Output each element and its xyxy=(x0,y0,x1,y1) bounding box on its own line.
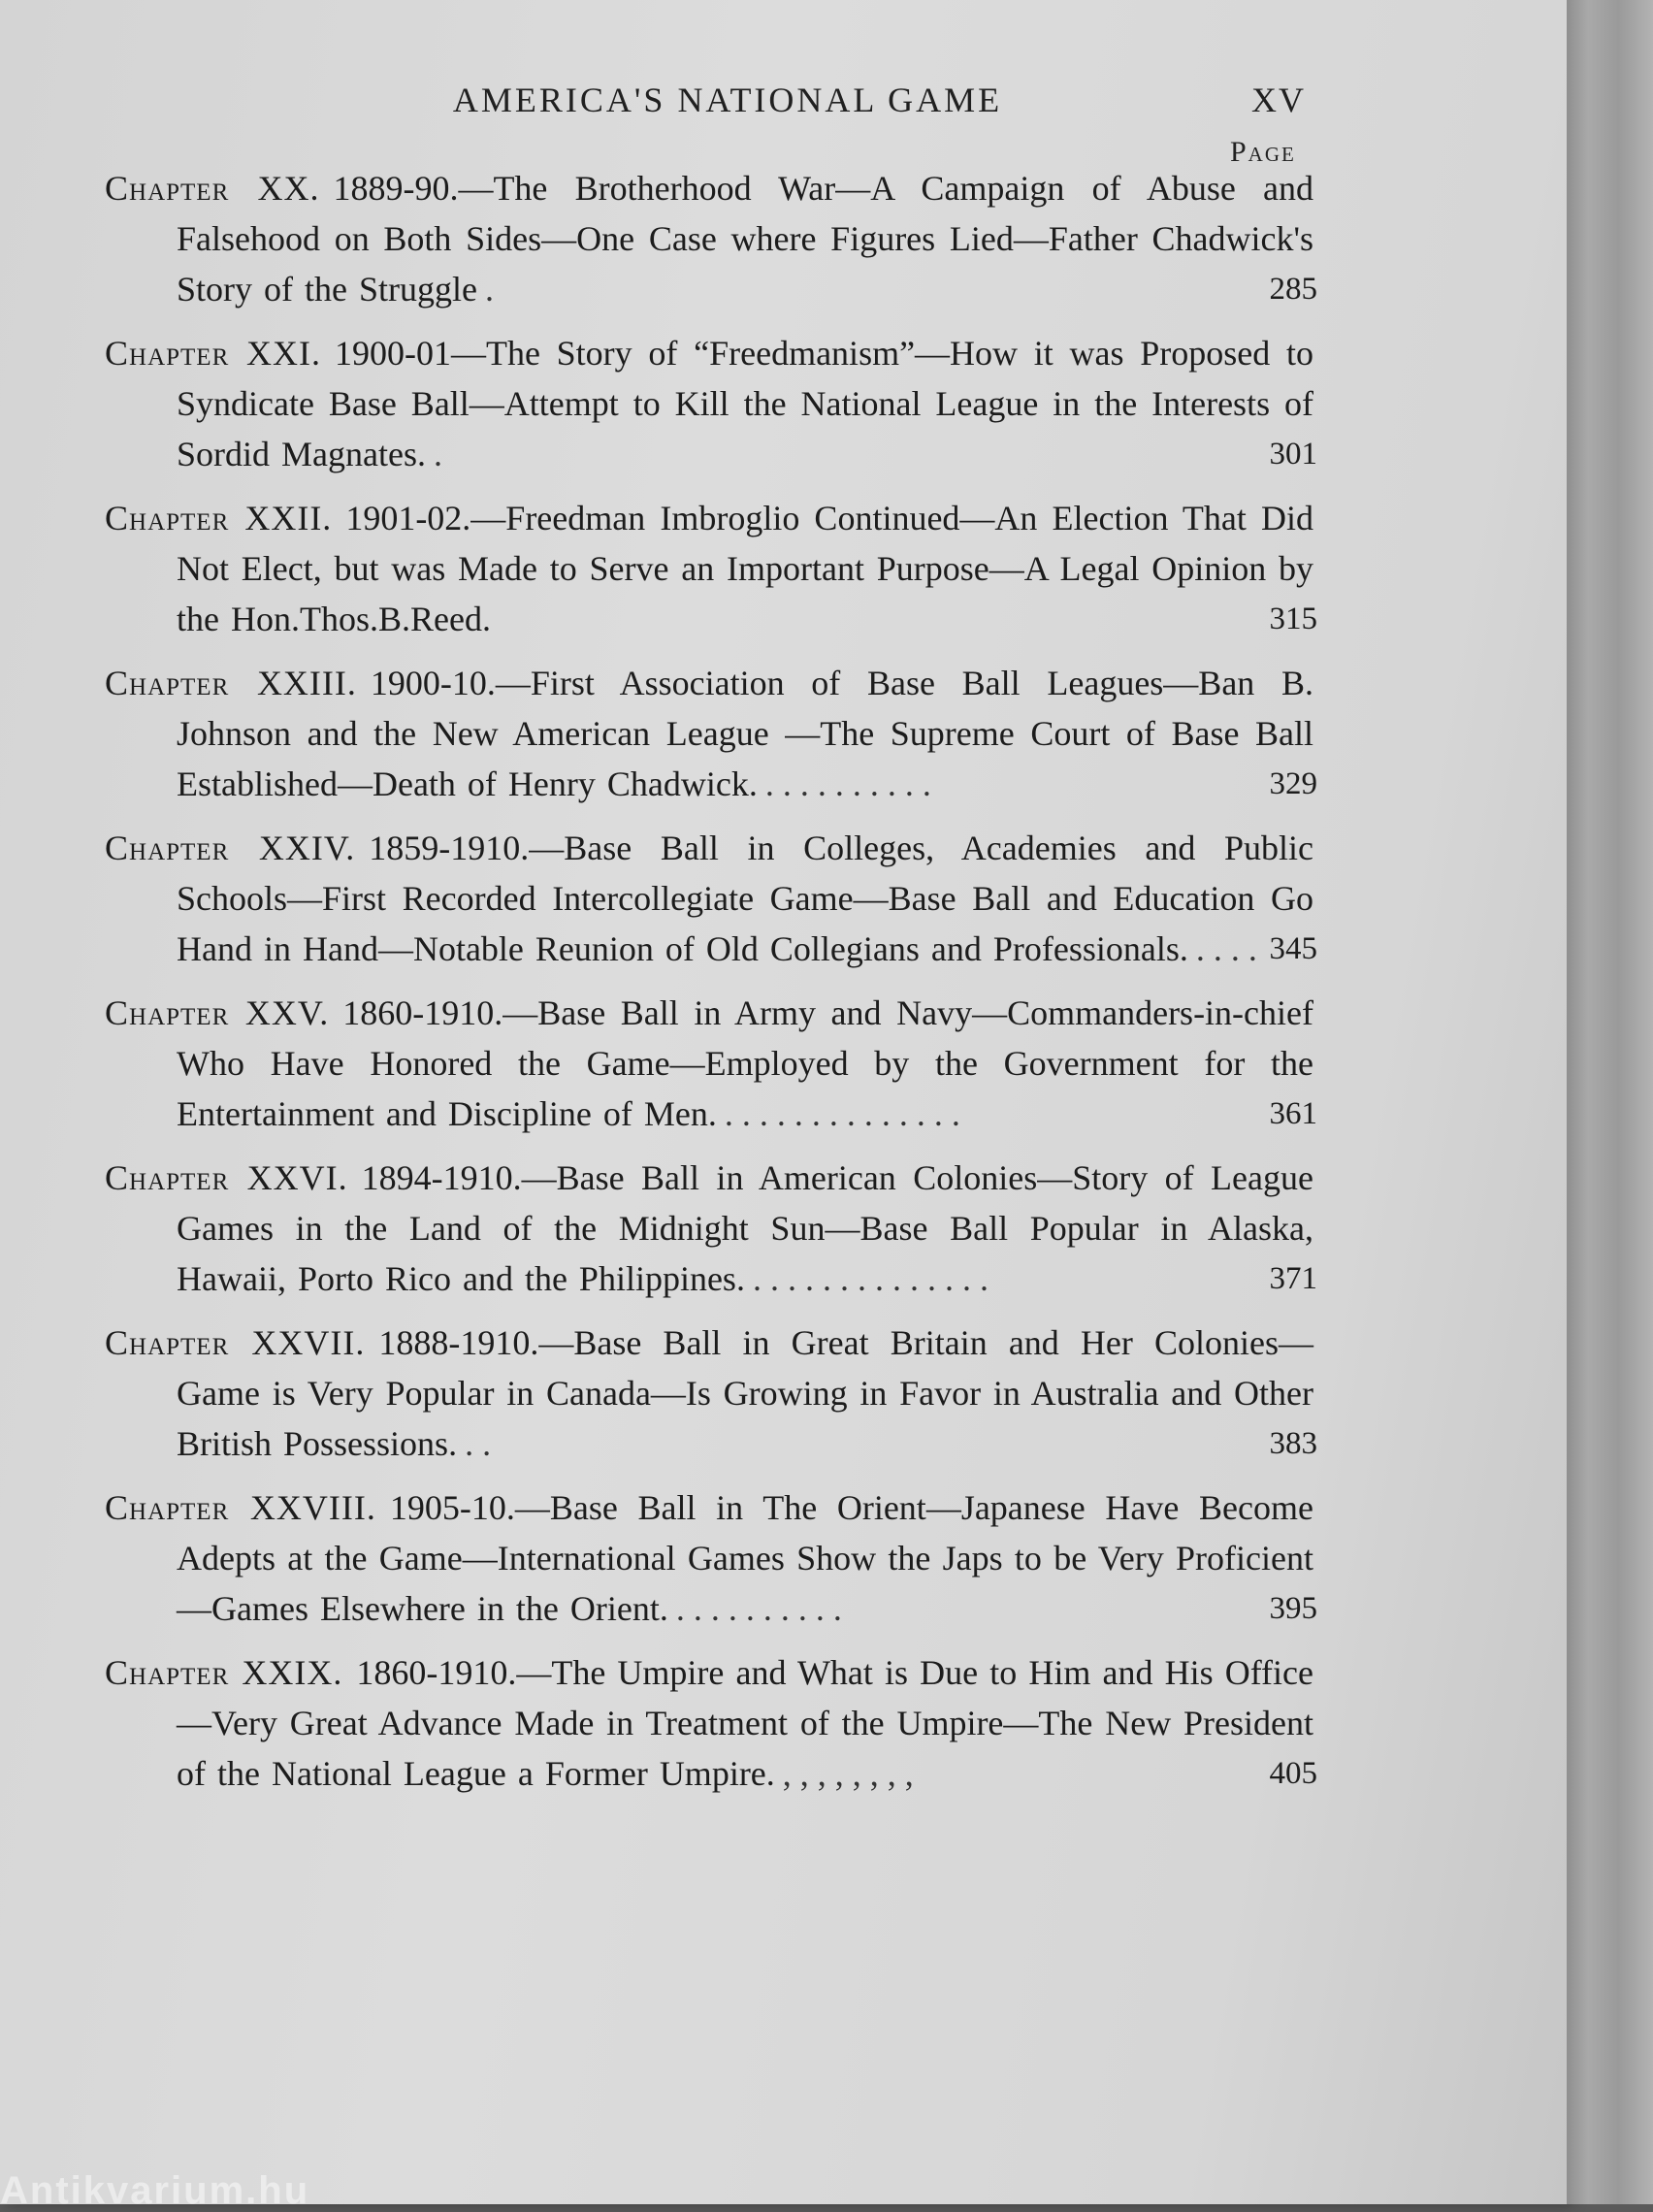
running-title: AMERICA'S NATIONAL GAME xyxy=(452,81,1003,119)
chapter-label: Chapter XXIII. xyxy=(105,664,357,702)
toc-entry-chapter-xxiv xyxy=(105,823,1317,974)
chapter-description: 1888-1910.—Base Ball in Great Britain and Her Colonies—Game is Very Popular in Canada—Is Growing in Favor in Australia and Other British Possessions. xyxy=(177,1323,1314,1463)
dot-leader: . . . . . . . . . . . . . . xyxy=(724,1094,960,1133)
toc-entry-text xyxy=(105,493,1313,644)
chapter-label: Chapter XXI. xyxy=(105,334,321,373)
chapter-description: 1900-10.—First Association of Base Ball Leagues—Ban B. Johnson and the New American League —The Supreme Court of Base Ball Established—Death of Henry Chadwick. xyxy=(177,664,1314,803)
dot-leader: , , , , , , , , xyxy=(782,1754,914,1793)
dot-leader: . xyxy=(484,270,494,309)
toc-entry-text xyxy=(105,1647,1313,1799)
page-edge-shadow xyxy=(1567,0,1653,2204)
chapter-label: Chapter XX. xyxy=(105,169,320,208)
chapter-label: Chapter XXIV. xyxy=(105,829,356,867)
toc-entry-text xyxy=(105,1482,1313,1634)
page-number: 371 xyxy=(1269,1261,1317,1296)
dot-leader xyxy=(491,600,499,638)
chapter-label: Chapter XXVIII. xyxy=(105,1488,376,1527)
page-number: 301 xyxy=(1269,437,1317,472)
toc-entry-text xyxy=(105,328,1313,479)
toc-entry-text xyxy=(105,1153,1313,1304)
toc-entry-text xyxy=(105,1317,1313,1469)
dot-leader: . . . . . . . . . . xyxy=(675,1589,842,1628)
dot-leader: . . . . xyxy=(1195,929,1257,968)
dot-leader: . . xyxy=(465,1424,492,1463)
chapter-description: 1860-1910.—Base Ball in Army and Navy—Commanders-in-chief Who Have Honored the Game—Employed by the Government for the Entertainment and Discipline of Men. xyxy=(177,993,1313,1133)
page-number: 395 xyxy=(1269,1591,1317,1626)
chapter-description: 1860-1910.—The Umpire and What is Due to Him and His Office—Very Great Advance Made in Treatment of the Umpire—The New President of the National League a Former Umpire. xyxy=(177,1653,1313,1793)
page-number: 345 xyxy=(1269,931,1317,966)
toc-entry-chapter-xxvii xyxy=(105,1317,1317,1469)
page-number: 329 xyxy=(1269,766,1317,801)
chapter-description: 1889-90.—The Brotherhood War—A Campaign of Abuse and Falsehood on Both Sides—One Case where Figures Lied—Father Chadwick's Story of the Struggle xyxy=(177,169,1313,309)
toc-entry-text xyxy=(105,988,1313,1139)
toc-entry-text xyxy=(105,823,1313,974)
dot-leader: . . . . . . . . . . xyxy=(764,764,931,803)
page-folio: XV xyxy=(1251,81,1306,119)
chapter-label: Chapter XXVII. xyxy=(105,1323,366,1362)
chapter-label: Chapter XXII. xyxy=(105,499,333,537)
toc-entry-chapter-xxix xyxy=(105,1647,1317,1799)
chapter-label: Chapter XXVI. xyxy=(105,1158,348,1197)
page-column-label: Page xyxy=(1230,136,1296,168)
toc-entry-chapter-xxvi xyxy=(105,1153,1317,1304)
toc-entry-text xyxy=(105,658,1313,809)
chapter-description: 1901-02.—Freedman Imbroglio Continued—An Election That Did Not Elect, but was Made to Serve an Important Purpose—A Legal Opinion by the Hon.Thos.B.Reed. xyxy=(177,499,1313,638)
chapter-description: 1894-1910.—Base Ball in American Colonies—Story of League Games in the Land of the Midnight Sun—Base Ball Popular in Alaska, Hawaii, Porto Rico and the Philippines. xyxy=(177,1158,1313,1298)
chapter-label: Chapter XXV. xyxy=(105,993,330,1032)
page-number: 285 xyxy=(1269,272,1317,307)
chapter-description: 1900-01—The Story of “Freedmanism”—How it was Proposed to Syndicate Base Ball—Attempt to Kill the National League in the Interests of Sordid Magnates. xyxy=(177,334,1313,473)
dot-leader: . . . . . . . . . . . . . . xyxy=(752,1259,989,1298)
toc-entry-chapter-xx xyxy=(105,163,1317,314)
chapter-label: Chapter XXIX. xyxy=(105,1653,343,1692)
table-of-contents xyxy=(105,163,1317,1812)
toc-entry-chapter-xxi xyxy=(105,328,1317,479)
page-number: 383 xyxy=(1269,1426,1317,1461)
toc-entry-text xyxy=(105,163,1313,314)
page-number: 361 xyxy=(1269,1096,1317,1131)
toc-entry-chapter-xxv xyxy=(105,988,1317,1139)
chapter-description: 1859-1910.—Base Ball in Colleges, Academies and Public Schools—First Recorded Intercollegiate Game—Base Ball and Education Go Hand in Hand—Notable Reunion of Old Collegians and Professionals. xyxy=(177,829,1313,968)
toc-entry-chapter-xxiii xyxy=(105,658,1317,809)
chapter-description: 1905-10.—Base Ball in The Orient—Japanese Have Become Adepts at the Game—International Games Show the Japs to be Very Proficient—Games Elsewhere in the Orient. xyxy=(177,1488,1313,1628)
dot-leader: . xyxy=(433,435,442,473)
watermark: Antikvarium.hu xyxy=(0,2169,310,2212)
toc-entry-chapter-xxii xyxy=(105,493,1317,644)
toc-entry-chapter-xxviii xyxy=(105,1482,1317,1634)
page-number: 405 xyxy=(1269,1756,1317,1791)
page-number: 315 xyxy=(1269,602,1317,636)
